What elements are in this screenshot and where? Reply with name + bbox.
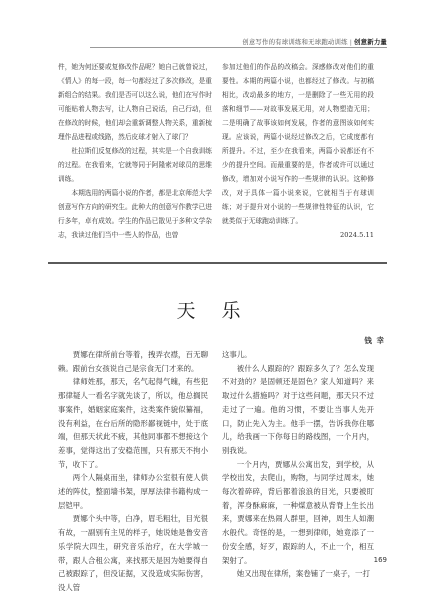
header-separator: | (349, 38, 353, 46)
story-title: 天 乐 (176, 300, 251, 322)
story-paragraph: 贾娜在律所前台等着，拽弄衣襟，百无聊赖。跟前台女孩说自己是宗食无门才来的。 (58, 350, 208, 373)
story-paragraph: 贾娜个头中等，白净，眉毛粗壮，目光很有故，一副别有主见的样子，她说她是鲁安音乐学院大四生，研究音乐治疗，在大学城一带，跟人合租公寓，来找那天是因为她要得自己被跟踪了，但没证据，又没造成实际伤害，没人管 (58, 514, 208, 592)
section-divider (48, 262, 387, 264)
header-divider (90, 47, 387, 48)
header-column-name: 创意新力量 (354, 38, 387, 46)
essay-column-right (222, 60, 374, 242)
essay-column-left (58, 60, 212, 242)
story-column-right (222, 348, 374, 581)
story-paragraph: 她又出现在律所，案卷铺了一桌子，一打 (236, 569, 370, 579)
essay-paragraph: 本期选用的两篇小说的作者，都是北京师范大学创意写作方向的研究生。此种大的创意写作教学已进行多年，卓有成效。学生的作品已散见于多种文学杂志，我读过他们当中一些人的作品，也曾 (58, 189, 212, 239)
essay-date: 2024.5.11 (339, 231, 374, 239)
story-paragraph: 被什么人跟踪的？跟踪多久了？怎么发现不对劲的？是固顿还是固色？家人知道吗？来取过什么措施吗？对于这些问题，那天只不过走过了一遍。他的习惯，不要让当事人先开口，防止先入为主。他手一摆，告诉我你住哪儿，给我画一下你每日的路线图，一个月内，别我说。 (222, 363, 374, 455)
essay-paragraph: 杜拉斯们反复修改的过程，其实是一个自我训练的过程。在我看来，它就等同于阿隆索对球员的思维训练。 (58, 147, 212, 183)
essay-paragraph: 件，她为何还要或复修改作品呢？她自己就曾说过，《情人》的每一段，每一句都经过了多次修改，是重新组合的结果。我们是否可以这么说，他们在写作时可能贴着人物去写，让人物自己说话，自己行动，但在修改的时候，他们却会重新调整人物关系，重新梳理作品进程或线路，然后皮球才射入了球门？ (58, 63, 212, 141)
header-section-title: 创意写作的有球训练和无球跑动训练 (242, 38, 348, 46)
story-column-left (58, 348, 208, 595)
page-number: 169 (373, 556, 387, 564)
story-author: 钱 幸 (364, 336, 385, 345)
essay-paragraph: 参加过他们的作品的改稿会。深感修改对他们的重要性。本期的两篇小说，也都经过了修改。与初稿相比，改动最多的地方，一是删除了一些无用的段落和细节——对故事发展无用，对人物塑造无用；二是明确了故事该如何发展，作者的意图该如何实现。应该说，两篇小说经过修改之后，它成度都有所提升。不过，至少在我看来，两篇小说都还有不少的提升空间。而最重要的是，作者或许可以通过修改，增加对小说写作的一些规律的认识。这种修改，对于具体一篇小说来说，它就相当于有球训练；对于提升对小说的一些规律性特征的认识，它就类似于无球跑动训练了。 (222, 63, 374, 225)
story-paragraph: 这事儿。 (222, 350, 252, 359)
story-paragraph: 两个人隔桌而坐，律师办公室很有使人供述的阵仗，整面墙书架，厚厚法律书籍构成一层铠甲。 (58, 473, 208, 510)
story-paragraph: 一个月内，贾娜从公寓出发，到学校，从学校出发，去爬山，购物，与同学过周末，她每次着碎碎，背后都着浪浪的目光，只要被盯着，浑身酥麻麻，一种煤意被从背脊上生长出来，贾娜来在热闹人群里，回神，周生人如潮水般代。奇怪的是，一想到律师，她竟添了一份安全感，好歹，跟踪的人，不止一个，相互架射了。 (222, 459, 374, 565)
story-paragraph: 律师姓那，那天，名气起得气魄，有些犯那律疑人一看名字就先谈了，所以，他总搁民事案件，婚姻家庭案件，这类案件貌似纂福，没有利益，在台后所的隐形鄙视链中，处于底端，但那天状此不疲，其他同事都不想接这个差事，觉得这出了安稳范围，只有那天不拘小节，收下了。 (58, 377, 208, 469)
running-header (242, 37, 387, 46)
